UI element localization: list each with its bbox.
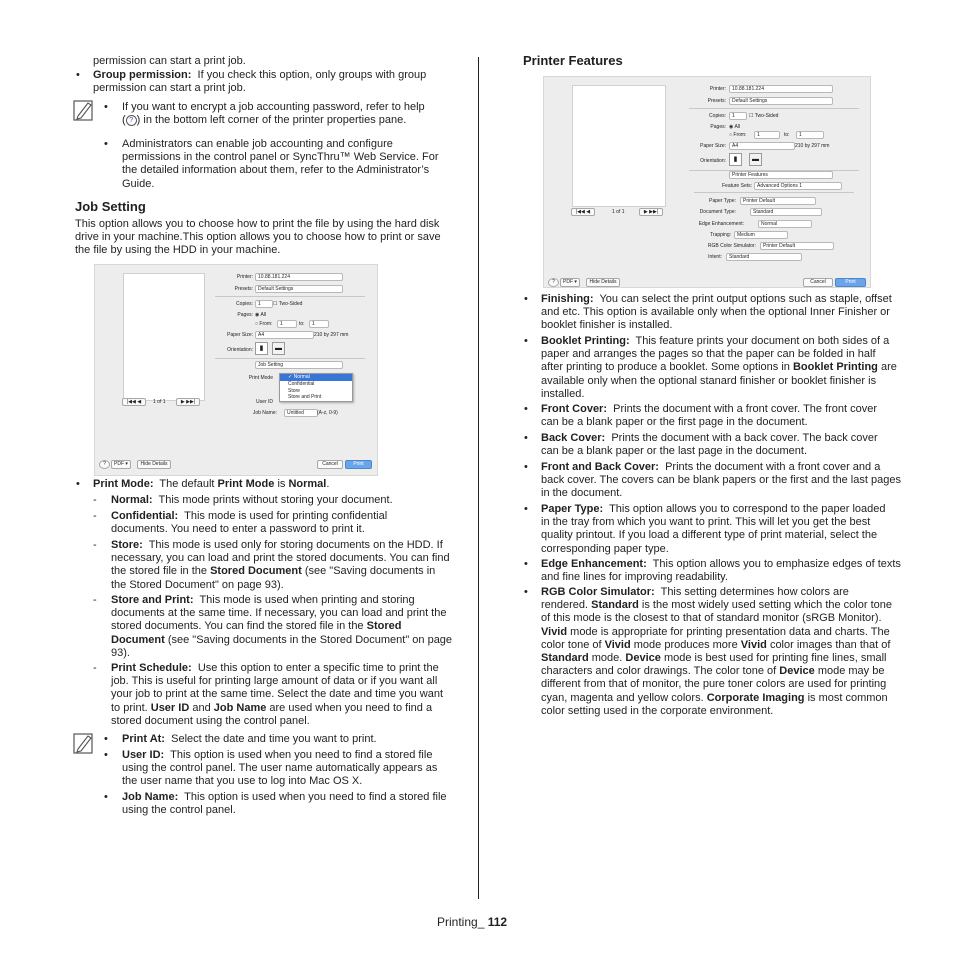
- pages-from-input[interactable]: 1: [754, 131, 780, 139]
- item-text: is most common color setting used in the corporate environment.: [541, 691, 888, 717]
- paper-size-label: Paper Size:: [227, 332, 253, 338]
- cancel-button[interactable]: Cancel: [317, 460, 343, 469]
- help-button[interactable]: ?: [99, 460, 110, 469]
- item-text: mode is appropriate for printing presentation data and charts. The color tone of: [541, 625, 890, 651]
- job-setting-dialog-screenshot: [94, 264, 378, 476]
- mode-text: Use this option to enter a specific time to print the job. This is useful for printing large amount of data or if you want all your job to print at the same time. Select the date and time you want to print.: [111, 662, 444, 714]
- bullet: •: [104, 791, 108, 803]
- rgb-color-simulator-item: [541, 586, 897, 718]
- bullet: •: [524, 503, 528, 515]
- item-label: Front and Back Cover:: [541, 461, 659, 473]
- cancel-button[interactable]: Cancel: [803, 278, 833, 287]
- edge-enhancement-select[interactable]: Normal: [758, 220, 812, 228]
- paragraph-continuation: permission can start a print job.: [93, 55, 246, 67]
- item-text: This feature prints your document on both sides of a paper and arranges the pages so that the paper can be folded in half after printing to produce a booklet. Some options in: [541, 335, 890, 374]
- help-button[interactable]: ?: [548, 278, 559, 287]
- note-icon: [73, 100, 95, 122]
- preview-nav-first-button[interactable]: |◀◀ ◀: [571, 208, 595, 216]
- panel-select[interactable]: Job Setting: [255, 361, 343, 369]
- printer-label: Printer:: [236, 274, 253, 280]
- mode-label: Store:: [111, 539, 143, 551]
- note-encrypt-text-b: ) in the bottom left corner of the printer properties pane.: [136, 114, 407, 127]
- preview-nav-first-button[interactable]: |◀◀ ◀: [122, 398, 146, 406]
- dash: -: [93, 594, 97, 606]
- mode-label: Store and Print:: [111, 594, 194, 606]
- booklet-printing-item: [541, 335, 899, 401]
- note-admin-item: Administrators can enable job accounting and configure permissions in the control panel or SyncThru™ Web Service. For the detailed information about them, refer to the Administrator’s Guide.: [122, 138, 439, 190]
- text-bold: Stored Document: [111, 620, 402, 646]
- text-bold: Job Name: [213, 701, 267, 714]
- hide-details-button[interactable]: Hide Details: [137, 460, 171, 469]
- menu-item-normal[interactable]: ✓ Normal: [280, 374, 352, 381]
- separator: [694, 192, 854, 193]
- preview-nav-last-button[interactable]: ▶ ▶▶|: [639, 208, 663, 216]
- menu-item-confidential[interactable]: Confidential: [288, 380, 315, 387]
- separator: [215, 296, 365, 297]
- preview-page-count: 1 of 1: [153, 399, 166, 405]
- printer-features-heading: Printer Features: [523, 53, 623, 68]
- copies-input[interactable]: 1: [729, 112, 747, 120]
- item-text: are available only when the optional stanard finisher or booklet finisher is installed.: [541, 361, 897, 400]
- rgb-color-simulator-select[interactable]: Printer Default: [760, 242, 834, 250]
- mode-text: and: [192, 701, 211, 714]
- printer-select[interactable]: 10.88.181.224: [255, 273, 343, 281]
- document-type-label: Document Type:: [699, 209, 736, 215]
- bullet: •: [76, 478, 80, 490]
- print-mode-menu[interactable]: [279, 373, 353, 402]
- pages-to-label: to:: [299, 321, 305, 327]
- group-permission-item: [93, 69, 455, 95]
- pages-from-input[interactable]: 1: [277, 320, 297, 328]
- preview-page: [123, 273, 205, 401]
- mode-label: Print Schedule:: [111, 662, 192, 674]
- pages-to-input[interactable]: 1: [796, 131, 824, 139]
- text-bold: User ID: [150, 701, 190, 714]
- trapping-select[interactable]: Medium: [734, 231, 788, 239]
- bullet: •: [524, 335, 528, 347]
- dash: -: [93, 662, 97, 674]
- text-bold: Device: [625, 652, 661, 665]
- item-text: This option allows you to emphasize edges of texts and fine lines for improving readability.: [541, 558, 901, 584]
- mode-confidential-item: [111, 510, 446, 536]
- job-name-input[interactable]: Untitled: [284, 409, 318, 417]
- menu-item-store-and-print[interactable]: Store and Print: [288, 394, 322, 401]
- text: is: [277, 478, 286, 490]
- bullet: •: [104, 749, 108, 761]
- printer-features-dialog-screenshot: [543, 76, 871, 288]
- item-text: mode produces more: [633, 638, 738, 651]
- pdf-button[interactable]: PDF ▾: [111, 460, 131, 469]
- note-text: Select the date and time you want to print.: [171, 733, 377, 745]
- note-label: Job Name:: [122, 791, 179, 803]
- mode-text: This mode is used only for storing documents on the HDD. If necessary, you can load and print the stored documents. You can find the stored file in the: [111, 539, 450, 578]
- menu-item-store[interactable]: Store: [288, 387, 300, 394]
- text-bold: Normal: [288, 478, 327, 490]
- group-permission-text: If you check this option, only groups with group permission can start a print job.: [93, 69, 427, 95]
- orientation-landscape-button[interactable]: ▬: [749, 153, 762, 166]
- hide-details-button[interactable]: Hide Details: [586, 278, 620, 287]
- pages-to-label: to:: [784, 132, 790, 138]
- paper-size-select[interactable]: A4: [255, 331, 314, 339]
- paper-type-item: [541, 503, 896, 556]
- text: .: [326, 478, 330, 490]
- item-text: This setting determines how colors are rendered.: [541, 586, 849, 612]
- presets-select[interactable]: Default Settings: [255, 285, 343, 293]
- mode-label: Normal:: [111, 494, 153, 506]
- bullet: •: [524, 432, 528, 444]
- job-setting-heading: Job Setting: [75, 199, 146, 214]
- edge-enhancement-label: Edge Enhancement:: [698, 221, 744, 227]
- back-cover-item: [541, 432, 881, 458]
- bullet: •: [524, 293, 528, 305]
- intent-select[interactable]: Standard: [726, 253, 802, 261]
- presets-label: Presets:: [707, 98, 726, 104]
- feature-sets-label: Feature Sets:: [721, 183, 752, 189]
- front-cover-item: [541, 403, 881, 429]
- orientation-landscape-button[interactable]: ▬: [272, 342, 285, 355]
- text-bold: Vivid: [740, 638, 767, 651]
- separator: [689, 108, 859, 109]
- print-mode-item: [93, 478, 455, 491]
- preview-page: [572, 85, 666, 207]
- dash: -: [93, 539, 97, 551]
- dash: -: [93, 510, 97, 522]
- pages-all-radio[interactable]: ◉ All: [255, 312, 267, 318]
- orientation-label: Orientation:: [227, 347, 253, 353]
- dash: -: [93, 494, 97, 506]
- paper-type-label: Paper Type:: [709, 198, 736, 204]
- text-bold: Corporate Imaging: [706, 691, 805, 704]
- item-text: color images than that of: [769, 638, 891, 651]
- note-icon: [73, 733, 95, 755]
- item-text: Prints the document with a back cover. The back cover can be a blank paper or the last page in the document.: [541, 432, 878, 458]
- page-footer: [437, 915, 507, 929]
- mode-store-item: [111, 539, 453, 592]
- pdf-button[interactable]: PDF ▾: [560, 278, 580, 287]
- bullet: •: [524, 586, 528, 598]
- edge-enhancement-item: [541, 558, 901, 584]
- print-button[interactable]: Print: [835, 278, 866, 287]
- copies-input[interactable]: 1: [255, 300, 273, 308]
- column-divider: [478, 57, 479, 899]
- item-label: Edge Enhancement:: [541, 558, 647, 570]
- mode-label: Confidential:: [111, 510, 179, 522]
- text-bold: Standard: [541, 652, 589, 665]
- paper-size-select[interactable]: A4: [729, 142, 795, 150]
- text-bold: Booklet Printing: [792, 361, 878, 374]
- item-text: mode.: [591, 652, 623, 665]
- bullet: •: [104, 733, 108, 745]
- item-label: Paper Type:: [541, 503, 604, 515]
- item-label: Booklet Printing:: [541, 335, 630, 347]
- note-encrypt-text-a: If you want to encrypt a job accounting password, refer to help: [122, 101, 425, 113]
- bullet: •: [76, 69, 80, 81]
- user-id-label: User ID: [256, 399, 273, 405]
- printer-select[interactable]: 10.88.181.224: [729, 85, 833, 93]
- item-label: RGB Color Simulator:: [541, 586, 655, 598]
- pages-from-radio[interactable]: ○ From:: [255, 321, 273, 327]
- mode-print-schedule-item: [111, 662, 453, 728]
- mode-normal-item: [111, 494, 455, 507]
- job-name-label: Job Name:: [252, 410, 277, 416]
- paper-dimensions: 210 by 297 mm: [795, 143, 830, 149]
- pages-to-input[interactable]: 1: [309, 320, 329, 328]
- pages-label: Pages:: [710, 124, 726, 130]
- bullet: •: [524, 558, 528, 570]
- two-sided-checkbox[interactable]: ☐ Two-Sided: [749, 113, 779, 119]
- copies-label: Copies:: [709, 113, 726, 119]
- item-text: is the most widely used setting which the color tone of this mode is the closest to that of standard monitor (sRGB Monitor).: [541, 599, 892, 625]
- item-text: Prints the document with a front cover. The front cover can be a blank paper or the first page in the document.: [541, 403, 878, 429]
- item-label: Back Cover:: [541, 432, 606, 444]
- print-mode-label: Print Mode: [248, 375, 273, 381]
- pages-label: Pages:: [237, 312, 253, 318]
- mode-text: (see "Saving documents in the Stored Document" on page 93).: [111, 633, 453, 659]
- text-bold: Vivid: [604, 638, 631, 651]
- item-text: mode is best used for printing fine lines, small characters and color drawings. The color tone of: [541, 652, 887, 678]
- finishing-item: [541, 293, 897, 333]
- mode-text: This mode is used when printing and storing documents at the same time. If necessary, you can load and print the stored documents. You can find the stored file in the: [111, 594, 447, 633]
- bullet: •: [524, 461, 528, 473]
- text-bold: Print Mode: [217, 478, 275, 490]
- item-text: mode may be different from that of monitor, the pure toner colors are used for printing cyan, magenta and yellow colors.: [541, 665, 887, 704]
- text-bold: Standard: [591, 599, 639, 612]
- help-icon: ?: [126, 115, 137, 126]
- footer-label: Printing_: [437, 915, 485, 929]
- text-bold: Device: [779, 665, 815, 678]
- bullet: •: [104, 138, 108, 150]
- item-text: This option allows you to correspond to the paper loaded in the tray from which you want to print. This will let you get the best quality printout. If you load a different type of print material, select the corresponding paper type.: [541, 503, 886, 555]
- paper-dimensions: 210 by 297 mm: [314, 332, 349, 338]
- document-type-select[interactable]: Standard: [750, 208, 822, 216]
- item-label: Finishing:: [541, 293, 594, 305]
- bullet: •: [524, 403, 528, 415]
- job-name-hint: (A-z, 0-9): [317, 410, 338, 416]
- orientation-portrait-button[interactable]: ▮: [729, 153, 742, 166]
- separator: [215, 358, 365, 359]
- rgb-color-simulator-label: RGB Color Simulator:: [707, 243, 756, 249]
- panel-select[interactable]: Printer Features: [729, 171, 833, 179]
- print-button[interactable]: Print: [345, 460, 372, 469]
- presets-label: Presets:: [234, 286, 253, 292]
- pages-all-radio[interactable]: ◉ All: [729, 124, 741, 130]
- mode-text: This mode is used for printing confidential documents. You need to enter a password to print it.: [111, 510, 388, 536]
- orientation-label: Orientation:: [700, 158, 726, 164]
- bullet: •: [104, 101, 108, 113]
- note-user-id-item: [122, 749, 445, 789]
- orientation-portrait-button[interactable]: ▮: [255, 342, 268, 355]
- feature-sets-select[interactable]: Advanced Options 1: [754, 182, 842, 190]
- copies-label: Copies:: [236, 301, 253, 307]
- note-job-name-item: [122, 791, 452, 817]
- item-text: You can select the print output options such as staple, offset and etc. This option is available only when the optional Inner Finisher or booklet finisher is installed.: [541, 293, 892, 332]
- note-print-at-item: [122, 733, 452, 746]
- text-bold: Stored Document: [210, 565, 302, 578]
- mode-text: (see "Saving documents in the Stored Document" on page 93).: [111, 565, 436, 591]
- paper-size-label: Paper Size:: [700, 143, 726, 149]
- item-label: Front Cover:: [541, 403, 607, 415]
- mode-text: This mode prints without storing your document.: [158, 494, 393, 506]
- page-number: 112: [487, 915, 508, 929]
- note-label: User ID:: [122, 749, 165, 761]
- note-encrypt-item: If you want to encrypt a job accounting password, refer to help ( ? ) in the bottom left corner of the printer properties pane.: [122, 101, 425, 127]
- paper-type-select[interactable]: Printer Default: [740, 197, 816, 205]
- two-sided-checkbox[interactable]: ☐ Two-Sided: [273, 301, 303, 307]
- note-text: This option is used when you need to find a stored file using the control panel.: [122, 791, 447, 817]
- mode-store-and-print-item: [111, 594, 453, 660]
- text: The default: [159, 478, 215, 490]
- trapping-label: Trapping:: [710, 232, 731, 238]
- job-setting-intro: This option allows you to choose how to print the file by using the hard disk drive in your machine.This option allows you to choose how to print or save the file by using the HDD in your machine.: [75, 218, 441, 257]
- presets-select[interactable]: Default Settings: [729, 97, 833, 105]
- item-text: Prints the document with a front cover and a back cover. The covers can be blank papers or the first and the last pages in the document.: [541, 461, 901, 500]
- note-text: This option is used when you need to find a stored file using the control panel. The user name automatically appears as the user name that you use to log into Mac OS X.: [122, 749, 438, 788]
- group-permission-label: Group permission:: [93, 69, 192, 81]
- mode-text: are used when you need to find a stored document using the control panel.: [111, 701, 433, 727]
- preview-nav-last-button[interactable]: ▶ ▶▶|: [176, 398, 200, 406]
- preview-page-count: 1 of 1: [612, 209, 625, 215]
- print-mode-item-label: Print Mode:: [93, 478, 154, 490]
- text-bold: Vivid: [541, 625, 568, 638]
- note-label: Print At:: [122, 733, 165, 745]
- printer-label: Printer:: [709, 86, 726, 92]
- front-back-cover-item: [541, 461, 901, 501]
- intent-label: Intent:: [708, 254, 722, 260]
- pages-from-radio[interactable]: ○ From:: [729, 132, 747, 138]
